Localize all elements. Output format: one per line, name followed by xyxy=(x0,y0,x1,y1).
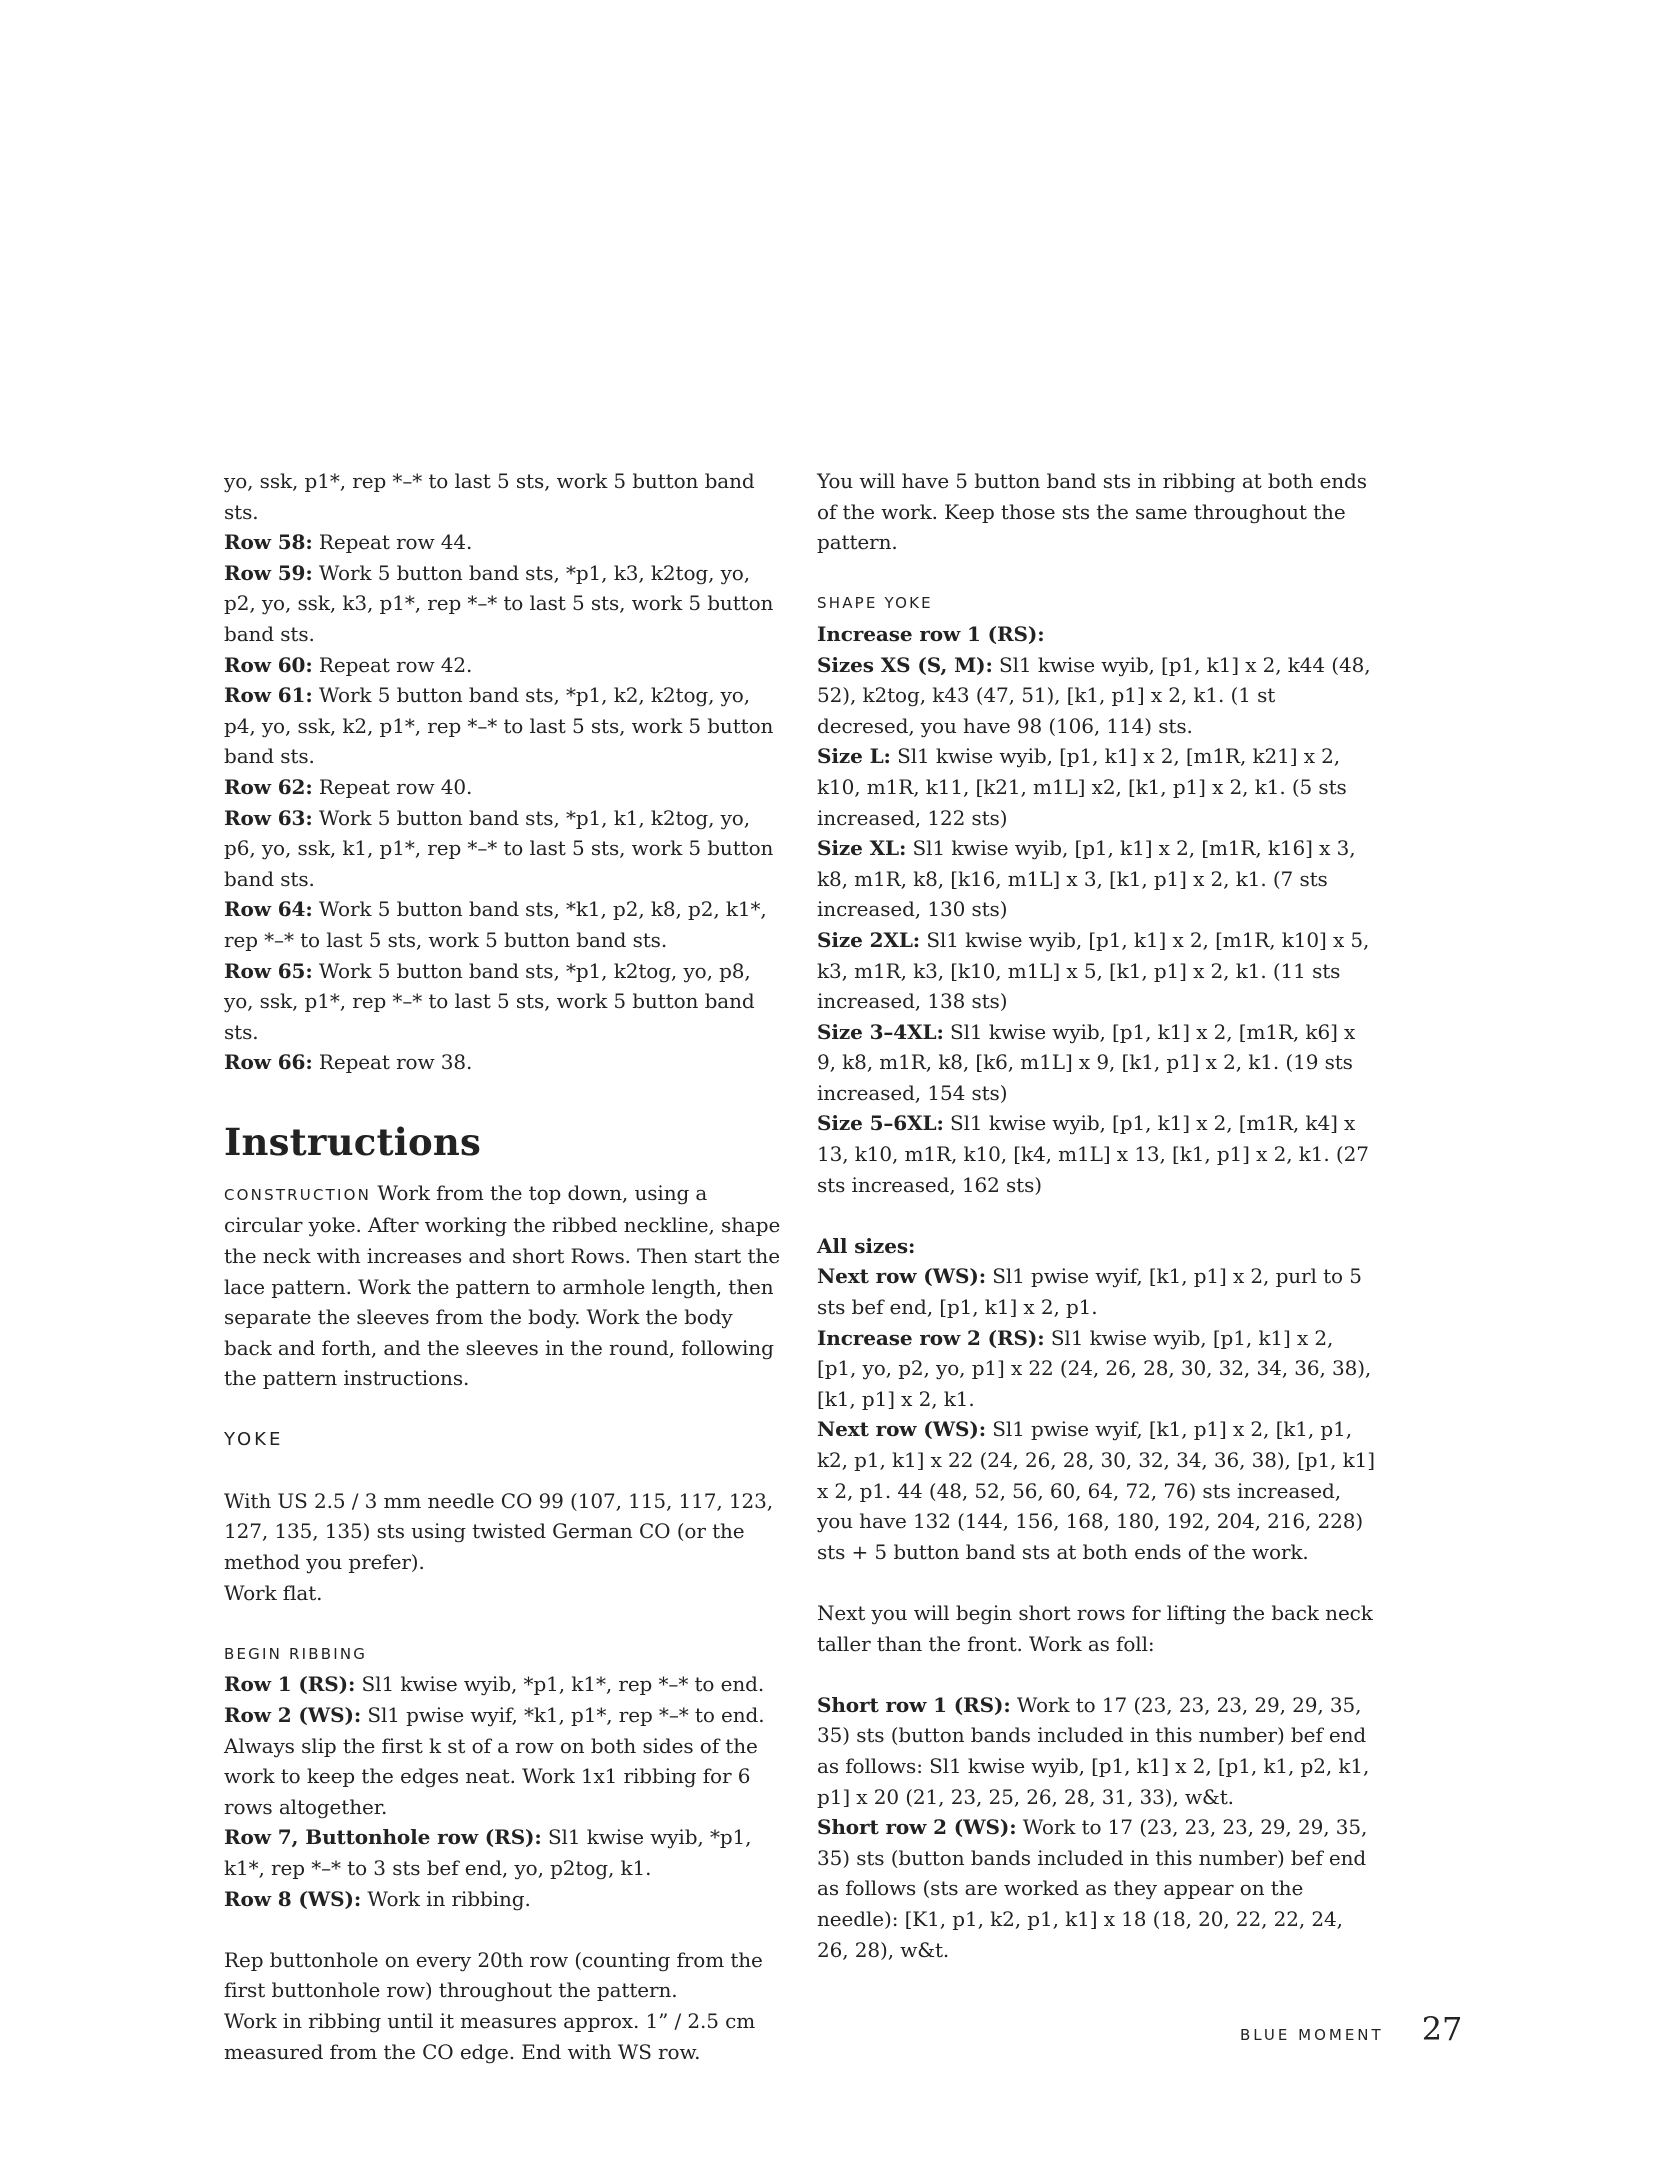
size-instruction xyxy=(817,833,1377,925)
size-label: Sizes XS (S, M): xyxy=(817,652,993,677)
size-instruction xyxy=(817,1017,1377,1109)
row-label: Row 64: xyxy=(224,897,313,922)
size-label: Size 3–4XL: xyxy=(817,1019,944,1044)
size-instruction xyxy=(817,1108,1377,1200)
row-57-continuation: yo, ssk, p1*, rep *–* to last 5 sts, work 5 button band sts. xyxy=(224,469,755,524)
running-footer-title: BLUE MOMENT xyxy=(1240,2026,1384,2044)
pattern-row xyxy=(224,1047,784,1078)
begin-ribbing-heading: BEGIN RIBBING xyxy=(224,1644,368,1663)
spacer xyxy=(224,1394,784,1425)
ribbing-row-7 xyxy=(224,1822,784,1883)
row-label: Row 7, Buttonhole row (RS): xyxy=(224,1825,542,1850)
row-label: Row 60: xyxy=(224,652,313,677)
row-text: Work to 17 (23, 23, 23, 29, 29, 35, 35) sts (button bands included in this number) bef end as follows: Sl1 kwise wyib, [p1, k1] x 2, [p1, k1, p2, k1, p1] x 20 (21, 23, 25, 26, 28, 31, 33), w&t. xyxy=(817,1692,1370,1809)
size-text: Sl1 kwise wyib, [p1, k1] x 2, [m1R, k6] x 9, k8, m1R, k8, [k6, m1L] x 9, [k1, p1] x 2, k1. (19 sts increased, 154 sts) xyxy=(817,1019,1356,1105)
page-footer xyxy=(1240,2010,1462,2048)
pattern-row xyxy=(224,558,784,650)
row-text: Work 5 button band sts, *k1, p2, k8, p2, k1*, rep *–* to last 5 sts, work 5 button band sts. xyxy=(224,897,767,952)
row-text: Work 5 button band sts, *p1, k2tog, yo, p8, yo, ssk, p1*, rep *–* to last 5 sts, work 5 button band sts. xyxy=(224,958,755,1044)
yoke-cast-on: With US 2.5 / 3 mm needle CO 99 (107, 115, 117, 123, 127, 135, 135) sts using twisted German CO (or the method you prefer). xyxy=(224,1488,774,1574)
row-text: Sl1 kwise wyib, *p1, k1*, rep *–* to end. xyxy=(355,1672,765,1697)
row-text: Work 5 button band sts, *p1, k2, k2tog, yo, p4, yo, ssk, k2, p1*, rep *–* to last 5 sts, work 5 button band sts. xyxy=(224,683,774,769)
pattern-row xyxy=(224,894,784,955)
size-text: Sl1 kwise wyib, [p1, k1] x 2, [m1R, k21] x 2, k10, m1R, k11, [k21, m1L] x2, [k1, p1] x 2, k1. (5 sts increased, 122 sts) xyxy=(817,744,1347,830)
row-label: Row 2 (WS): xyxy=(224,1702,362,1727)
spacer xyxy=(224,1914,784,1945)
button-band-intro: You will have 5 button band sts in ribbing at both ends of the work. Keep those sts the same throughout the pattern. xyxy=(817,469,1367,555)
row-text: Work 5 button band sts, *p1, k3, k2tog, yo, p2, yo, ssk, k3, p1*, rep *–* to last 5 sts, work 5 button band sts. xyxy=(224,560,774,646)
construction-label: CONSTRUCTION xyxy=(224,1185,372,1204)
short-row xyxy=(817,1812,1377,1965)
row-text: Repeat row 40. xyxy=(312,774,473,799)
work-ribbing-paragraph: Work in ribbing until it measures approx. 1” / 2.5 cm measured from the CO edge. End with WS row. xyxy=(224,2008,756,2064)
row-text: Repeat row 44. xyxy=(312,530,473,555)
row-text: Sl1 kwise wyib, *p1, k1*, rep *–* to 3 sts bef end, yo, p2tog, k1. xyxy=(224,1825,752,1880)
all-sizes-row xyxy=(817,1323,1377,1415)
row-text: Work 5 button band sts, *p1, k1, k2tog, yo, p6, yo, ssk, k1, p1*, rep *–* to last 5 sts, work 5 button band sts. xyxy=(224,805,774,891)
left-column xyxy=(224,466,784,2067)
size-label: Size 2XL: xyxy=(817,927,921,952)
size-instruction xyxy=(817,741,1377,833)
size-label: Size XL: xyxy=(817,836,907,861)
pattern-row xyxy=(224,527,784,558)
pattern-row xyxy=(224,650,784,681)
increase-row-1-label: Increase row 1 (RS): xyxy=(817,621,1045,646)
row-text: Repeat row 42. xyxy=(312,652,473,677)
row-label: Short row 2 (WS): xyxy=(817,1815,1017,1840)
size-instruction xyxy=(817,650,1377,742)
pattern-row xyxy=(224,772,784,803)
row-label: Next row (WS): xyxy=(817,1264,987,1289)
right-column xyxy=(817,466,1377,1965)
row-label: Row 63: xyxy=(224,805,313,830)
row-label: Row 8 (WS): xyxy=(224,1886,362,1911)
shape-yoke-heading: SHAPE YOKE xyxy=(817,594,933,613)
instructions-heading: Instructions xyxy=(224,1119,482,1164)
spacer xyxy=(817,1659,1377,1690)
all-sizes-row xyxy=(817,1261,1377,1322)
row-text: Repeat row 38. xyxy=(312,1050,473,1075)
row-text: Sl1 pwise wyif, *k1, p1*, rep *–* to end. xyxy=(361,1702,765,1727)
rep-buttonhole-paragraph: Rep buttonhole on every 20th row (counting from the first buttonhole row) throughout the pattern. xyxy=(224,1947,763,2003)
row-label: Row 59: xyxy=(224,560,313,585)
row-label: Row 1 (RS): xyxy=(224,1672,356,1697)
row-label: Row 61: xyxy=(224,683,313,708)
spacer xyxy=(817,1567,1377,1598)
row-label: Row 58: xyxy=(224,530,313,555)
spacer xyxy=(817,558,1377,589)
row-label: Next row (WS): xyxy=(817,1417,987,1442)
size-instruction xyxy=(817,925,1377,1017)
spacer xyxy=(817,1200,1377,1231)
row-text: Sl1 kwise wyib, [p1, k1] x 2, [p1, yo, p2, yo, p1] x 22 (24, 26, 28, 30, 32, 34, 36, 38), [k1, p1] x 2, k1. xyxy=(817,1325,1372,1411)
ribbing-row-2 xyxy=(224,1700,784,1731)
page-number: 27 xyxy=(1421,2010,1463,2048)
spacer xyxy=(224,1608,784,1639)
row-text: Sl1 pwise wyif, [k1, p1] x 2, [k1, p1, k2, p1, k1] x 22 (24, 26, 28, 30, 32, 34, 36, 38), [p1, k1] x 2, p1. 44 (48, 52, 56, 60, 64, 72, 76) sts increased, you have 132 (144, 156, 168, 180, 192, 204, 216, 228) sts + 5 button band sts at both ends of the work. xyxy=(817,1417,1375,1564)
size-text: Sl1 kwise wyib, [p1, k1] x 2, [m1R, k4] x 13, k10, m1R, k10, [k4, m1L] x 13, [k1, p1] x 2, k1. (27 sts increased, 162 sts) xyxy=(817,1111,1369,1197)
construction-paragraph xyxy=(224,1178,784,1394)
row-label: Row 65: xyxy=(224,958,313,983)
size-text: Sl1 kwise wyib, [p1, k1] x 2, [m1R, k10] x 5, k3, m1R, k3, [k10, m1L] x 5, [k1, p1] x 2, k1. (11 sts increased, 138 sts) xyxy=(817,927,1370,1014)
all-sizes-row xyxy=(817,1414,1377,1567)
row-text: Work to 17 (23, 23, 23, 29, 29, 35, 35) sts (button bands included in this number) bef end as follows (sts are worked as they appear on the needle): [K1, p1, k2, p1, k1] x 18 (18, 20, 22, 22, 24, 26, 28), w&t. xyxy=(817,1815,1368,1962)
row-label: Short row 1 (RS): xyxy=(817,1692,1011,1717)
pattern-row xyxy=(224,803,784,895)
construction-text: Work from the top down, using a circular yoke. After working the ribbed neckline, shape the neck with increases and short Rows. Then start the lace pattern. Work the pattern to armhole length, then separate the sleeves from the body. Work the body back and forth, and the sleeves in the round, following the pattern instructions. xyxy=(224,1180,781,1391)
size-label: Size 5–6XL: xyxy=(817,1111,944,1136)
pattern-row xyxy=(224,956,784,1048)
yoke-heading: YOKE xyxy=(224,1428,284,1450)
ribbing-note: Always slip the first k st of a row on both sides of the work to keep the edges neat. Work 1x1 ribbing for 6 rows altogether. xyxy=(224,1733,758,1819)
size-label: Size L: xyxy=(817,744,891,769)
size-text: Sl1 kwise wyib, [p1, k1] x 2, [m1R, k16] x 3, k8, m1R, k8, [k16, m1L] x 3, [k1, p1] x 2, k1. (7 sts increased, 130 sts) xyxy=(817,836,1356,922)
spacer xyxy=(224,1455,784,1486)
yoke-work-flat: Work flat. xyxy=(224,1580,323,1605)
short-rows-intro: Next you will begin short rows for lifting the back neck taller than the front. Work as foll: xyxy=(817,1600,1373,1656)
size-text: Sl1 kwise wyib, [p1, k1] x 2, k44 (48, 52), k2tog, k43 (47, 51), [k1, p1] x 2, k1. (1 st decresed, you have 98 (106, 114) sts. xyxy=(817,652,1371,738)
ribbing-row-8 xyxy=(224,1884,784,1915)
row-label: Row 66: xyxy=(224,1050,313,1075)
pattern-row xyxy=(224,680,784,772)
row-label: Row 62: xyxy=(224,774,313,799)
all-sizes-label: All sizes: xyxy=(817,1233,916,1258)
ribbing-row-1 xyxy=(224,1669,784,1700)
row-text: Work in ribbing. xyxy=(361,1886,531,1911)
row-label: Increase row 2 (RS): xyxy=(817,1325,1045,1350)
row-text: Sl1 pwise wyif, [k1, p1] x 2, purl to 5 sts bef end, [p1, k1] x 2, p1. xyxy=(817,1264,1362,1320)
short-row xyxy=(817,1690,1377,1812)
